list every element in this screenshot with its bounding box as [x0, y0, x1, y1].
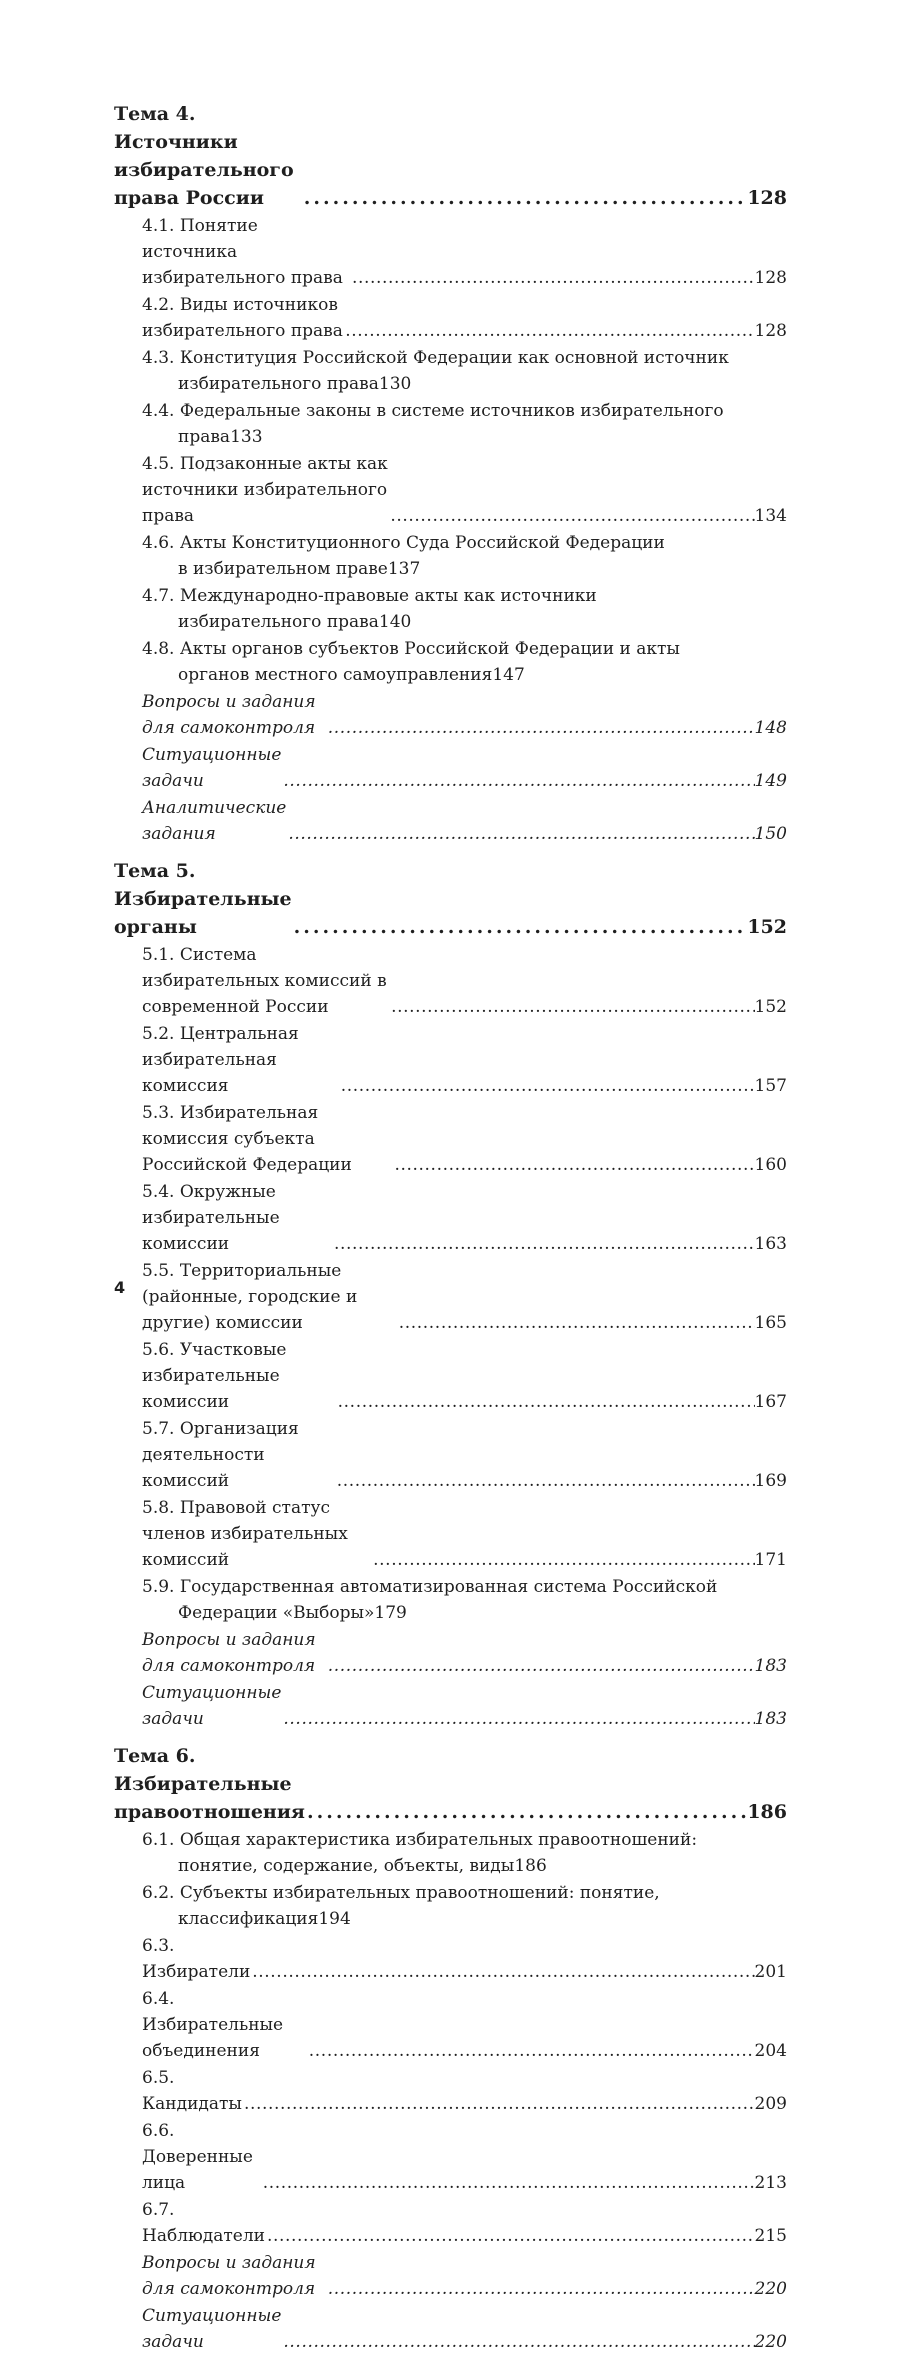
toc-subsection-entry[interactable]: [114, 2065, 787, 2117]
entry-title: Вопросы и задания для самоконтроля: [142, 2253, 322, 2299]
entry-page: 152: [754, 997, 787, 1017]
entry-page: 186: [514, 1856, 547, 1876]
toc-subsection-entry[interactable]: [114, 2118, 787, 2196]
entry-title: Аналитические задания: [142, 798, 292, 844]
toc-subsection-entry[interactable]: [114, 1933, 787, 1985]
toc-subsection-entry[interactable]: [114, 1416, 787, 1494]
entry-title: 4.2. Виды источников избирательного права: [142, 295, 344, 341]
entry-page: 183: [754, 1656, 787, 1676]
entry-page: 130: [378, 374, 412, 394]
entry-page: 133: [230, 427, 263, 447]
toc-subsection-entry[interactable]: [114, 1179, 787, 1257]
toc-topic-heading[interactable]: [114, 1742, 787, 1826]
entry-page: 201: [754, 1962, 787, 1982]
toc-subsection-entry[interactable]: [114, 1100, 787, 1178]
entry-page: 194: [318, 1909, 351, 1929]
entry-page: 137: [387, 559, 421, 579]
entry-page: 128: [754, 268, 787, 288]
entry-page: 220: [754, 2332, 787, 2352]
toc-exercise-entry[interactable]: [114, 2303, 787, 2355]
topic-page: 128: [747, 187, 787, 209]
leader-dots: [343, 318, 754, 344]
toc-subsection-entry[interactable]: [114, 451, 787, 529]
entry-title: 5.7. Организация деятельности комиссий: [142, 1419, 305, 1491]
toc-subsection-entry[interactable]: [114, 1495, 787, 1573]
entry-page: 220: [754, 2279, 787, 2299]
table-of-contents: [114, 100, 787, 2356]
entry-title-line1: 6.1. Общая характеристика избирательных правоотношений:: [142, 1830, 698, 1850]
entry-title: 5.5. Территориальные (районные, городские и другие) комиссии: [142, 1261, 363, 1333]
entry-title: 6.7. Наблюдатели: [142, 2200, 265, 2246]
leader-dots: [242, 2091, 755, 2117]
entry-page: 134: [754, 506, 787, 526]
topic-page: 186: [747, 1801, 787, 1823]
entry-title-line1: 4.8. Акты органов субъектов Российской Федерации и акты: [142, 639, 680, 659]
toc-subsection-entry[interactable]: [114, 583, 787, 635]
entry-title: Ситуационные задачи: [142, 745, 287, 791]
leader-dots: [397, 1310, 755, 1336]
entry-title-line1: 4.4. Федеральные законы в системе источников избирательного: [142, 401, 724, 421]
toc-subsection-entry[interactable]: [114, 530, 787, 582]
entry-title: 5.2. Центральная избирательная комиссия: [142, 1024, 305, 1096]
entry-page: 169: [754, 1471, 787, 1491]
leader-dots: [335, 1468, 755, 1494]
leader-dots: [286, 821, 754, 847]
entry-page: 209: [754, 2094, 787, 2114]
entry-title: 5.8. Правовой статус членов избирательных комиссий: [142, 1498, 354, 1570]
topic-title: Тема 6. Избирательные правоотношения: [114, 1745, 305, 1823]
entry-title-line1: 6.2. Субъекты избирательных правоотношений: понятие,: [142, 1883, 660, 1903]
toc-subsection-entry[interactable]: [114, 636, 787, 688]
leader-dots: [371, 1547, 754, 1573]
toc-exercise-entry[interactable]: [114, 742, 787, 794]
entry-title: 6.3. Избиратели: [142, 1936, 251, 1982]
toc-subsection-entry[interactable]: [114, 345, 787, 397]
entry-page: 183: [754, 1709, 787, 1729]
toc-subsection-entry[interactable]: [114, 1337, 787, 1415]
entry-page: 148: [754, 718, 787, 738]
leader-dots: [326, 1653, 755, 1679]
entry-title-line1: 4.6. Акты Конституционного Суда Российской Федерации: [142, 533, 665, 553]
toc-subsection-entry[interactable]: [114, 1827, 787, 1879]
entry-title-line2: избирательного права: [178, 612, 379, 632]
entry-title: Вопросы и задания для самоконтроля: [142, 692, 322, 738]
entry-title-line1: 4.7. Международно-правовые акты как источники: [142, 586, 597, 606]
entry-title: 6.4. Избирательные объединения: [142, 1989, 289, 2061]
toc-exercise-entry[interactable]: [114, 1627, 787, 1679]
leader-dots: [326, 2276, 755, 2302]
entry-title: Вопросы и задания для самоконтроля: [142, 1630, 322, 1676]
entry-page: 163: [754, 1234, 787, 1254]
entry-title-line2: органов местного самоуправления: [178, 665, 493, 685]
toc-topic-heading[interactable]: [114, 857, 787, 941]
toc-exercise-entry[interactable]: [114, 2250, 787, 2302]
entry-page: 140: [378, 612, 412, 632]
page-number: 4: [114, 1278, 126, 1297]
entry-title: 4.1. Понятие источника избирательного права: [142, 216, 343, 288]
leader-dots: [389, 994, 754, 1020]
toc-exercise-entry[interactable]: [114, 795, 787, 847]
leader-dots: [393, 1152, 755, 1178]
leader-dots: [292, 913, 748, 941]
entry-page: 157: [754, 1076, 787, 1096]
entry-page: 167: [754, 1392, 787, 1412]
toc-subsection-entry[interactable]: [114, 2197, 787, 2249]
leader-dots: [307, 2038, 755, 2064]
toc-exercise-entry[interactable]: [114, 1680, 787, 1732]
topic-title: Тема 4. Источники избирательного права России: [114, 103, 301, 209]
entry-title-line1: 4.3. Конституция Российской Федерации как основной источник: [142, 348, 729, 368]
entry-title: 5.4. Окружные избирательные комиссии: [142, 1182, 286, 1254]
leader-dots: [339, 1073, 755, 1099]
toc-subsection-entry[interactable]: [114, 942, 787, 1020]
leader-dots: [332, 1231, 755, 1257]
entry-title: 5.1. Система избирательных комиссий в современной России: [142, 945, 393, 1017]
toc-subsection-entry[interactable]: [114, 398, 787, 450]
entry-title-line1: 5.9. Государственная автоматизированная система Российской: [142, 1577, 718, 1597]
leader-dots: [281, 2329, 754, 2355]
entry-page: 128: [754, 321, 787, 341]
topic-title: Тема 5. Избирательные органы: [114, 860, 299, 938]
entry-title-line2: Федерации «Выборы»: [178, 1603, 375, 1623]
topic-page: 152: [747, 916, 787, 938]
entry-page: 213: [754, 2173, 787, 2193]
entry-title-line2: классификация: [178, 1909, 319, 1929]
entry-title-line2: понятие, содержание, объекты, виды: [178, 1856, 515, 1876]
toc-subsection-entry[interactable]: [114, 213, 787, 291]
toc-subsection-entry[interactable]: [114, 1574, 787, 1626]
leader-dots: [350, 265, 755, 291]
entry-title-line2: права: [178, 427, 231, 447]
entry-page: 149: [754, 771, 787, 791]
leader-dots: [281, 768, 754, 794]
entry-title: 5.3. Избирательная комиссия субъекта Российской Федерации: [142, 1103, 352, 1175]
entry-page: 204: [754, 2041, 787, 2061]
leader-dots: [388, 503, 754, 529]
entry-title: Ситуационные задачи: [142, 2306, 287, 2352]
entry-title: 4.5. Подзаконные акты как источники избирательного права: [142, 454, 394, 526]
entry-page: 160: [754, 1155, 787, 1175]
entry-title-line2: в избирательном праве: [178, 559, 388, 579]
entry-title: 6.6. Доверенные лица: [142, 2121, 259, 2193]
toc-topic-heading[interactable]: [114, 100, 787, 212]
toc-subsection-entry[interactable]: [114, 1258, 787, 1336]
toc-subsection-entry[interactable]: [114, 292, 787, 344]
leader-dots: [250, 1959, 754, 1985]
entry-title: 6.5. Кандидаты: [142, 2068, 242, 2114]
entry-page: 171: [754, 1550, 787, 1570]
entry-title: Ситуационные задачи: [142, 1683, 287, 1729]
leader-dots: [281, 1706, 754, 1732]
leader-dots: [305, 1798, 747, 1826]
leader-dots: [326, 715, 755, 741]
entry-page: 165: [754, 1313, 787, 1333]
toc-exercise-entry[interactable]: [114, 689, 787, 741]
toc-subsection-entry[interactable]: [114, 1986, 787, 2064]
leader-dots: [336, 1389, 755, 1415]
entry-page: 179: [374, 1603, 407, 1623]
entry-page: 147: [492, 665, 525, 685]
leader-dots: [265, 2223, 755, 2249]
toc-subsection-entry[interactable]: [114, 1021, 787, 1099]
leader-dots: [302, 184, 748, 212]
entry-title: 5.6. Участковые избирательные комиссии: [142, 1340, 292, 1412]
toc-subsection-entry[interactable]: [114, 1880, 787, 1932]
leader-dots: [261, 2170, 755, 2196]
entry-title-line2: избирательного права: [178, 374, 379, 394]
entry-page: 150: [754, 824, 787, 844]
entry-page: 215: [754, 2226, 787, 2246]
